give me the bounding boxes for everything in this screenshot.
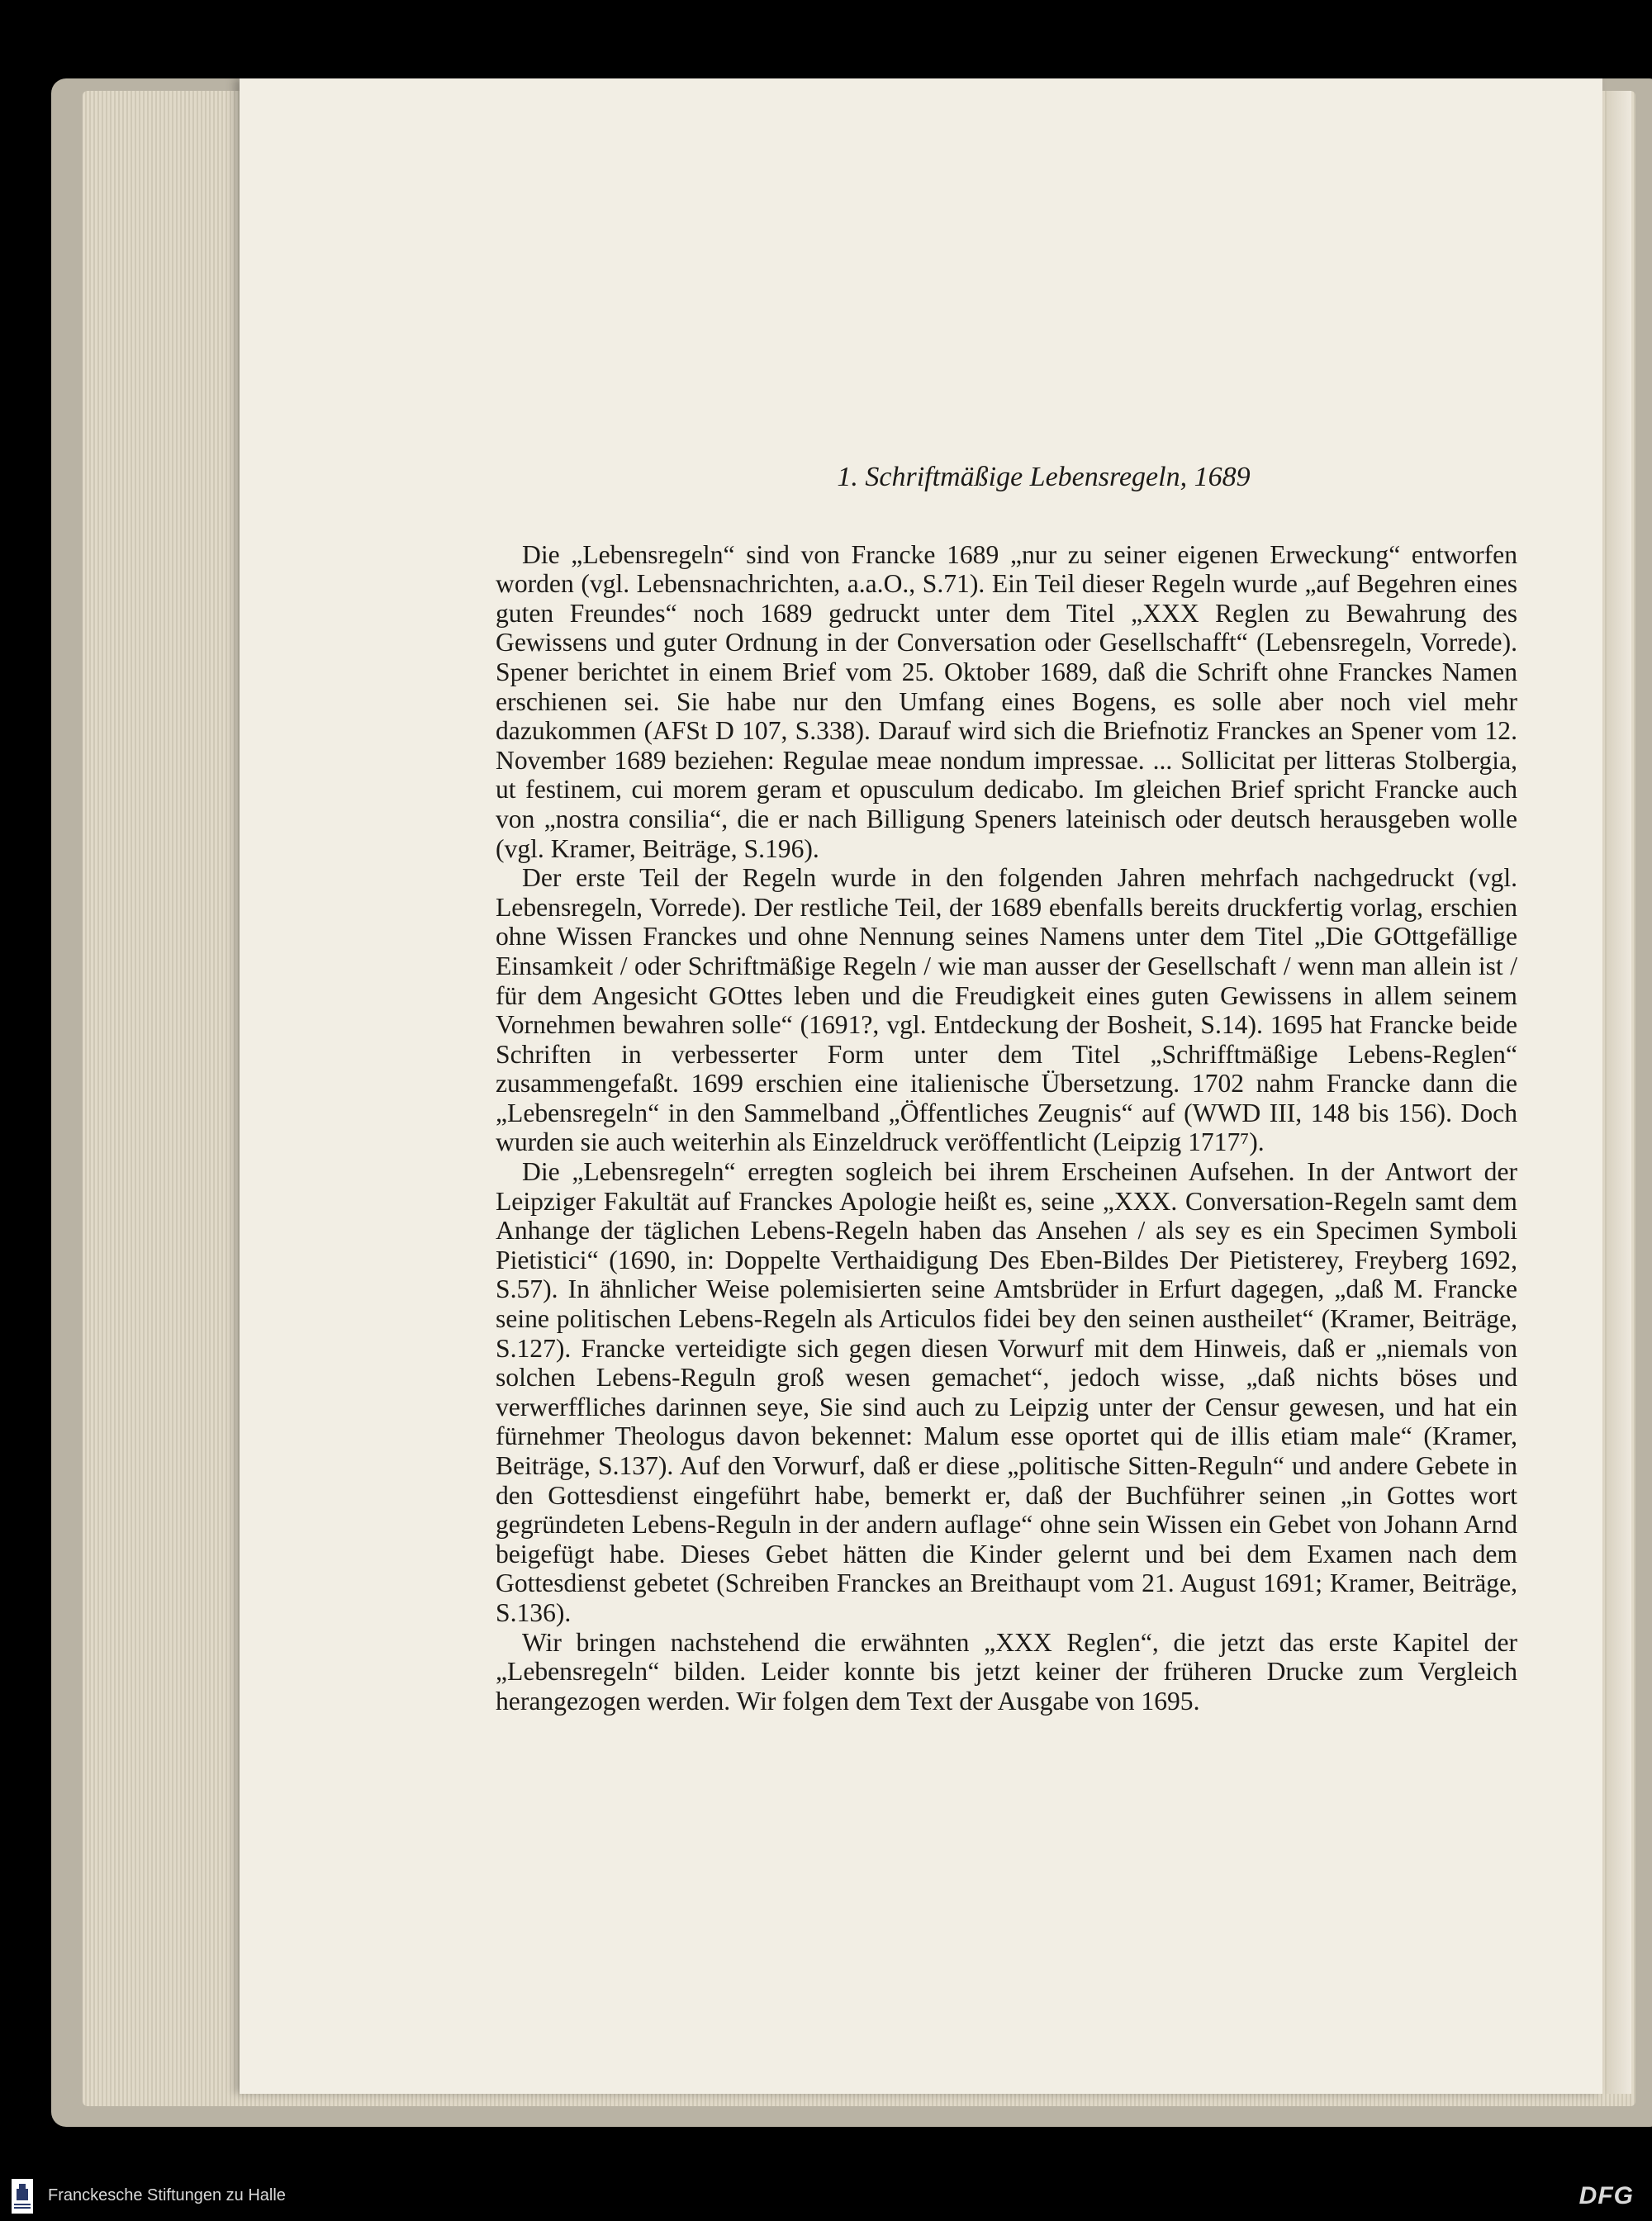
- francke-logo-icon: [12, 2179, 33, 2214]
- page-text-block: [496, 462, 1517, 1716]
- paragraph-2: Der erste Teil der Regeln wurde in den folgenden Jahren mehrfach nachgedruckt (vgl. Lebensregeln, Vorrede). Der restliche Teil, der 1689 ebenfalls bereits druckfertig vorlag, erschien ohne Wissen Franckes und ohne Nennung seines Namens unter dem Titel „Die GOttgefällige Einsamkeit / oder Schriftmäßige Regeln / wie man ausser der Gesellschaft / wenn man allein ist / für dem Angesicht GOttes leben und die Freudigkeit eines guten Gewissens in allem seinem Vornehmen bewahren solle“ (1691?, vgl. Entdeckung der Bosheit, S.14). 1695 hat Francke beide Schriften in verbesserter Form unter dem Titel „Schrifftmäßige Lebens-Reglen“ zusammengefaßt. 1699 erschien eine italienische Übersetzung. 1702 nahm Francke dann die „Lebensregeln“ in den Sammelband „Öffentliches Zeugnis“ auf (WWD III, 148 bis 156). Doch wurden sie auch weiterhin als Einzeldruck veröffentlicht (Leipzig 1717⁷).: [496, 863, 1517, 1157]
- paragraph-3: Die „Lebensregeln“ erregten sogleich bei ihrem Erscheinen Aufsehen. In der Antwort der Leipziger Fakultät auf Franckes Apologie heißt es, seine „XXX. Conversation-Regeln samt dem Anhange der täglichen Lebens-Regeln haben das Ansehen / als sey es ein Specimen Symboli Pietistici“ (1690, in: Doppelte Verthaidigung Des Eben-Bildes Der Pietisterey, Freyberg 1692, S.57). In ähnlicher Weise polemisierten seine Amtsbrüder in Erfurt dagegen, „daß M. Francke seine politischen Lebens-Regeln als Articulos fidei bey den seinen austheilet“ (Kramer, Beiträge, S.127). Francke verteidigte sich gegen diesen Vorwurf mit dem Hinweis, daß er „niemals von solchen Lebens-Reguln groß wesen gemachet“, jedoch wisse, „daß nichts böses und verwerffliches darinnen seye, Sie sind auch zu Leipzig unter der Censur gewesen, und hat ein fürnehmer Theologus davon bekennet: Malum esse oportet qui de illis etiam male“ (Kramer, Beiträge, S.137). Auf den Vorwurf, daß er diese „politische Sitten-Reguln“ und andere Gebete in den Gottesdienst eingeführt habe, bemerkt er, daß der Buchführer seinen „in Gottes wort gegründeten Lebens-Reguln in der andern auflage“ ohne sein Wissen ein Gebet von Johann Arnd beigefügt habe. Dieses Gebet hätten die Kinder gelernt und bei dem Examen nach dem Gottesdienst gebetet (Schreiben Franckes an Breithaupt vom 21. August 1691; Kramer, Beiträge, S.136).: [496, 1157, 1517, 1627]
- footer-institution: Franckesche Stiftungen zu Halle: [48, 2186, 286, 2204]
- section-heading: 1. Schriftmäßige Lebensregeln, 1689: [837, 462, 1251, 492]
- paragraph-1: Die „Lebensregeln“ sind von Francke 1689 „nur zu seiner eigenen Erweckung“ entworfen worden (vgl. Lebensnachrichten, a.a.O., S.71). Ein Teil dieser Regeln wurde „auf Begehren eines guten Freundes“ noch 1689 gedruckt unter dem Titel „XXX Reglen zu Bewahrung des Gewissens und guter Ordnung in der Conversation oder Gesellschafft“ (Lebensregeln, Vorrede). Spener berichtet in einem Brief vom 25. Oktober 1689, daß die Schrift ohne Franckes Namen erschienen sei. Sie habe nur den Umfang eines Bogens, es solle aber noch viel mehr dazukommen (AFSt D 107, S.338). Darauf wird sich die Briefnotiz Franckes an Spener vom 12. November 1689 beziehen: Regulae meae nondum impressae. ... Sollicitat per litteras Stolbergia, ut festinem, cui morem geram et opusculum dedicabo. Im gleichen Brief spricht Francke auch von „nostra consilia“, die er nach Billigung Speners lateinisch oder deutsch herausgeben wolle (vgl. Kramer, Beiträge, S.196).: [496, 539, 1517, 863]
- facing-page-edge: [1607, 91, 1631, 2094]
- viewer-footer: [0, 2172, 1652, 2221]
- paragraph-4: Wir bringen nachstehend die erwähnten „XXX Reglen“, die jetzt das erste Kapitel der „Lebensregeln“ bilden. Leider konnte bis jetzt keiner der früheren Drucke zum Vergleich herangezogen werden. Wir folgen dem Text der Ausgabe von 1695.: [496, 1627, 1517, 1716]
- dfg-logo: DFG: [1578, 2182, 1634, 2209]
